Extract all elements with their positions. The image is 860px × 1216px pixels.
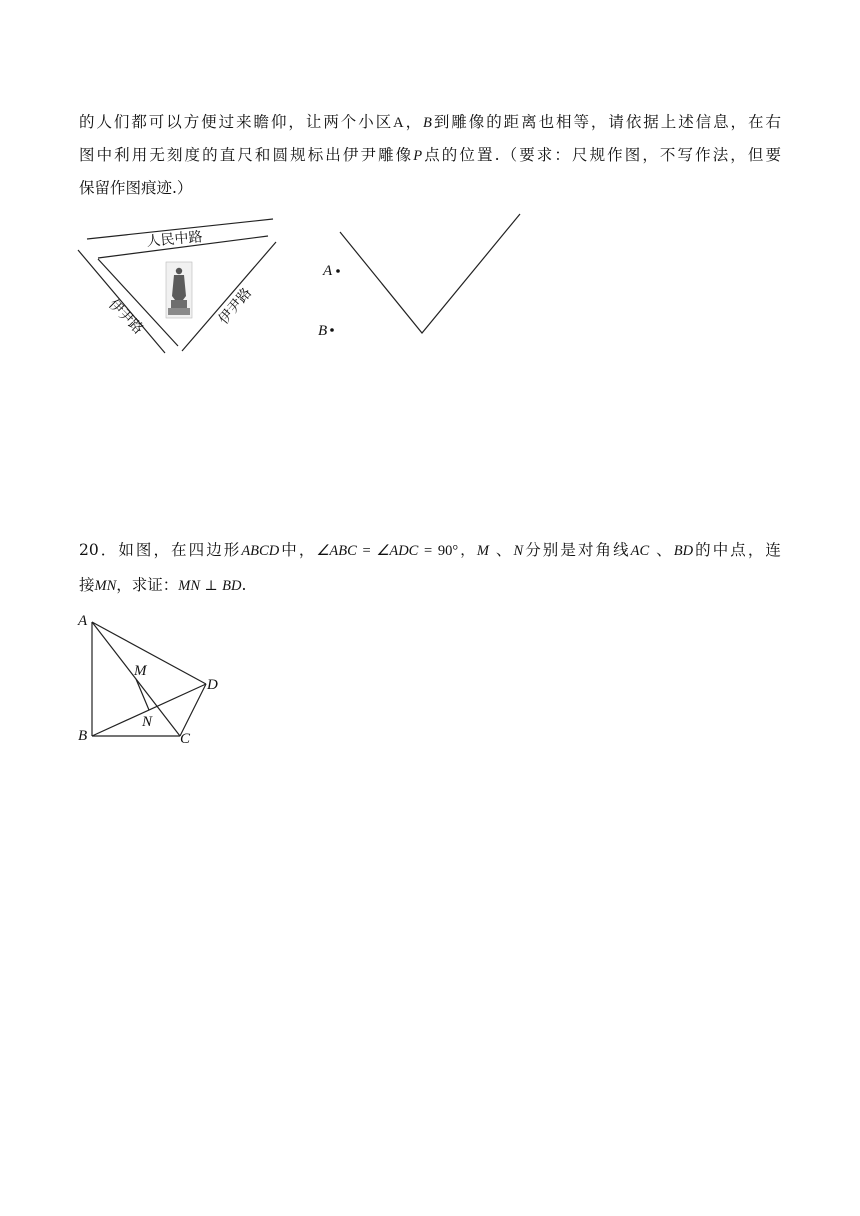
segment-CD xyxy=(180,684,206,736)
q20-text: 分别是对角线 xyxy=(523,541,631,559)
punct: 、 xyxy=(649,541,674,559)
road-label-right: 伊尹路 xyxy=(215,285,256,328)
var-MN: MN xyxy=(94,578,117,594)
perpendicular-symbol: ⊥ xyxy=(200,578,223,594)
q20-text: 的中点，连 xyxy=(693,541,781,559)
label-C: C xyxy=(180,731,191,747)
q20-text: 接 xyxy=(79,576,95,594)
var-AC: AC xyxy=(630,543,650,559)
punct: ， xyxy=(403,113,424,131)
road-label-left: 伊尹路 xyxy=(105,296,147,338)
equals: = xyxy=(356,543,377,559)
var-BD: BD xyxy=(222,578,242,594)
var-N: N xyxy=(513,543,524,559)
equals-90: = 90°， xyxy=(418,543,477,559)
q19-text: 的人们都可以方便过来瞻仰，让两个小区 xyxy=(79,113,394,131)
q19-text: 点的位置.（要求：尺规作图，不写作法，但要 xyxy=(422,146,781,164)
label-B: B xyxy=(78,728,88,744)
label-N: N xyxy=(142,714,153,730)
q20-number: 20．如图，在四边形 xyxy=(79,541,242,559)
angle-ADC: ∠ADC xyxy=(376,543,419,559)
var-BD: BD xyxy=(673,543,694,559)
label-M: M xyxy=(134,663,147,679)
road-label-top: 人民中路 xyxy=(145,229,204,250)
segment-MN xyxy=(136,679,149,710)
punct: 、 xyxy=(488,541,514,559)
var-P: P xyxy=(413,148,423,164)
q19-text: 图中利用无刻度的直尺和圆规标出伊尹雕像 xyxy=(79,146,414,164)
q20-text: ，求证： xyxy=(116,576,179,594)
var-M: M xyxy=(476,543,489,559)
label-A: A xyxy=(323,263,333,279)
q19-text-line-3: 保留作图痕迹.） xyxy=(79,179,193,197)
label-B: B xyxy=(318,323,328,339)
q20-text: 中， xyxy=(279,541,317,559)
var-B: B xyxy=(423,115,432,131)
q19-text: 到雕像的距离也相等，请依据上述信息，在右 xyxy=(431,113,781,131)
segment-AD xyxy=(92,622,206,684)
label-D: D xyxy=(207,677,218,693)
var-MN: MN xyxy=(178,578,201,594)
punct: . xyxy=(241,576,247,594)
angle-ABC: ∠ABC xyxy=(316,543,357,559)
var-A: A xyxy=(393,115,404,131)
label-A: A xyxy=(78,613,88,629)
var-ABCD: ABCD xyxy=(241,543,280,559)
